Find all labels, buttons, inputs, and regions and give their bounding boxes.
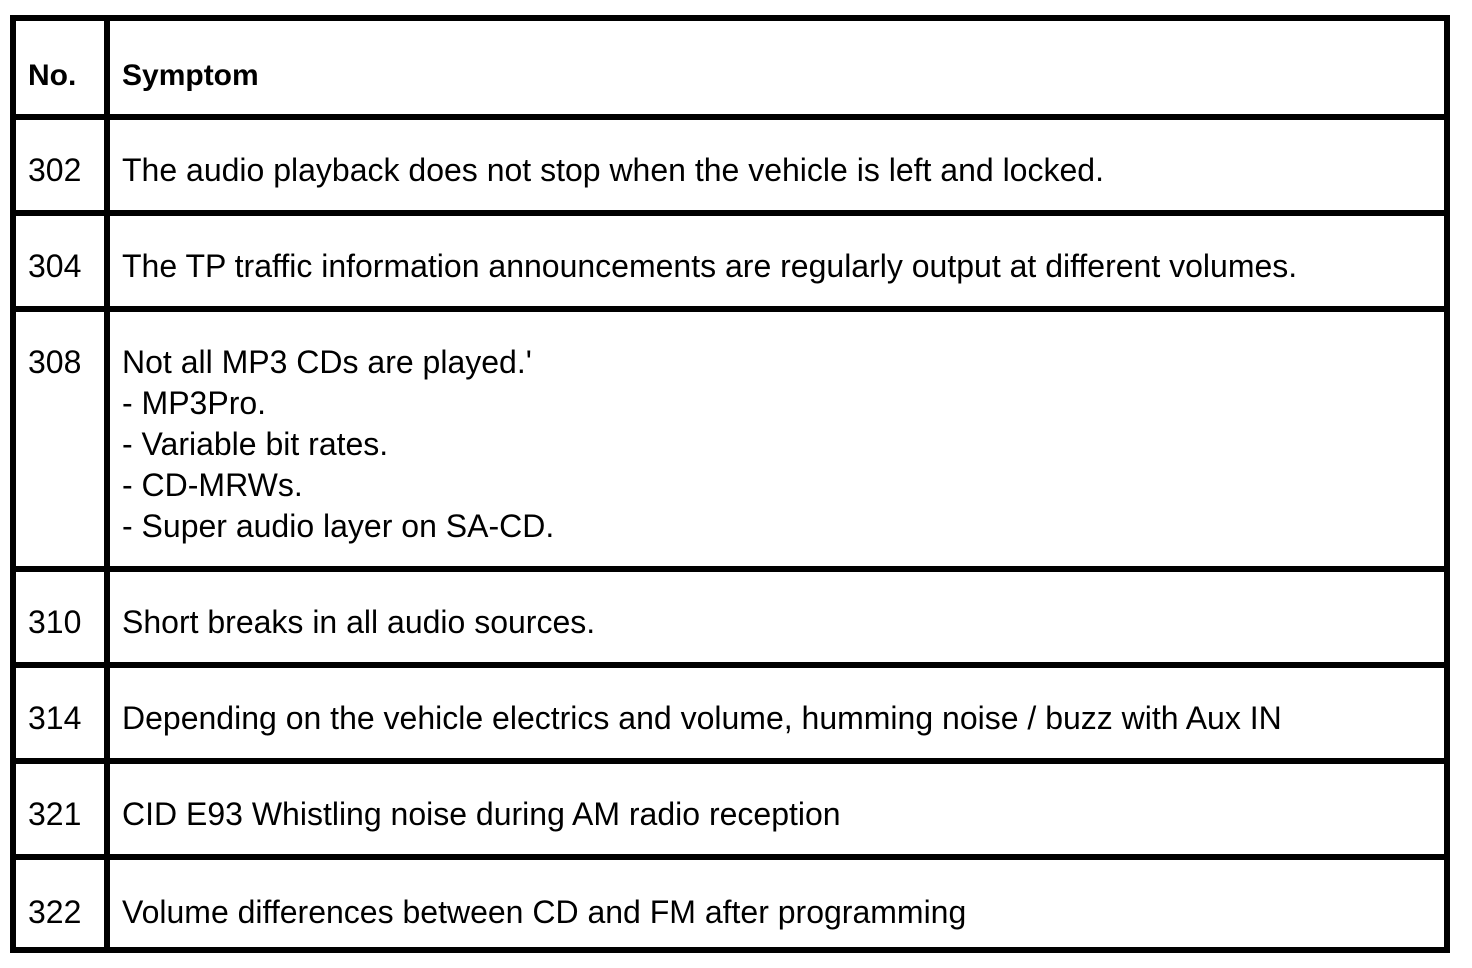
row-no-value: 310 [28, 604, 82, 640]
row-no [16, 764, 104, 854]
row-no-value: 322 [28, 894, 82, 930]
table-header-row [16, 21, 1444, 114]
row-no [16, 120, 104, 210]
row-no-value: 314 [28, 700, 82, 736]
row-symptom [110, 312, 1444, 566]
row-no-value: 304 [28, 248, 82, 284]
header-no-label: No. [28, 59, 77, 92]
header-symptom [110, 21, 1444, 114]
symptom-bullet: - Variable bit rates. [122, 426, 389, 462]
symptom-bullet: - MP3Pro. [122, 385, 267, 421]
row-symptom [110, 120, 1444, 210]
row-no [16, 860, 104, 947]
symptom-text: Short breaks in all audio sources. [122, 604, 596, 640]
symptom-table [10, 15, 1450, 953]
symptom-text: CID E93 Whistling noise during AM radio reception [122, 796, 841, 832]
symptom-text: Volume differences between CD and FM after programming [122, 894, 967, 930]
table-row [16, 210, 1444, 306]
symptom-text: The audio playback does not stop when the vehicle is left and locked. [122, 152, 1104, 188]
row-no-value: 302 [28, 152, 82, 188]
symptom-bullet: - CD-MRWs. [122, 467, 303, 503]
table-row [16, 114, 1444, 210]
row-symptom [110, 764, 1444, 854]
row-no-value: 308 [28, 344, 82, 380]
row-no [16, 312, 104, 566]
symptom-bullet: - Super audio layer on SA-CD. [122, 508, 555, 544]
row-symptom [110, 860, 1444, 947]
row-no [16, 668, 104, 758]
header-symptom-label: Symptom [122, 59, 259, 92]
table-row [16, 758, 1444, 854]
row-symptom [110, 668, 1444, 758]
row-no-value: 321 [28, 796, 82, 832]
symptom-text: Not all MP3 CDs are played.' [122, 344, 532, 380]
header-no [16, 21, 104, 114]
table-row [16, 854, 1444, 947]
row-symptom [110, 216, 1444, 306]
table-row [16, 662, 1444, 758]
table-row [16, 566, 1444, 662]
symptom-text: The TP traffic information announcements are regularly output at different volumes. [122, 248, 1298, 284]
row-symptom [110, 572, 1444, 662]
row-no [16, 572, 104, 662]
row-no [16, 216, 104, 306]
table-row [16, 306, 1444, 566]
symptom-text: Depending on the vehicle electrics and volume, humming noise / buzz with Aux IN [122, 700, 1282, 736]
